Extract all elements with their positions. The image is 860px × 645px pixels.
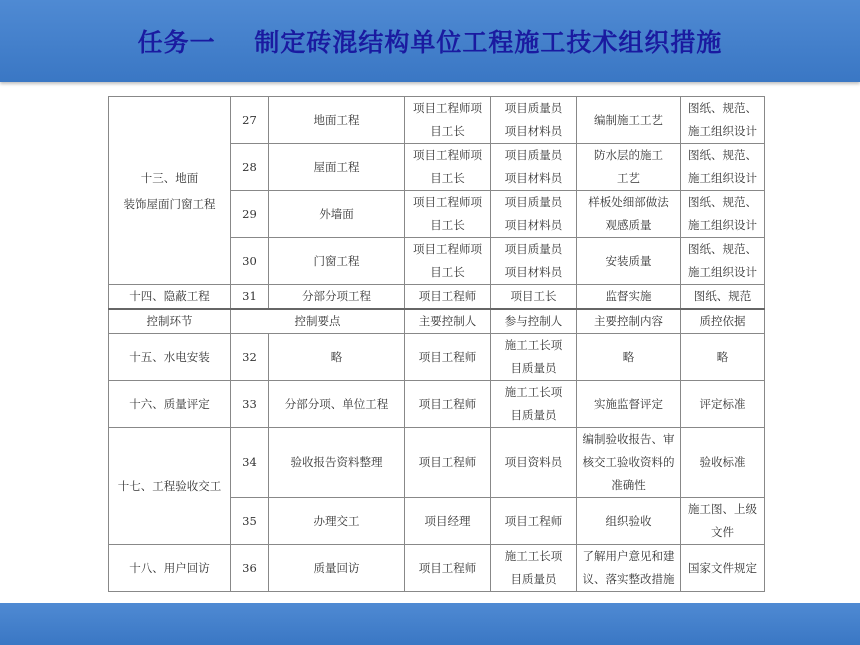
person-cell: 项目工程师 (405, 285, 491, 310)
number-cell: 32 (231, 334, 269, 381)
basis-cell: 评定标准 (681, 381, 765, 428)
header-assist: 参与控制人 (491, 309, 577, 334)
person-cell: 项目工程师项 目工长 (405, 97, 491, 144)
basis-cell: 国家文件规定 (681, 545, 765, 592)
content-cell: 安装质量 (577, 238, 681, 285)
person-cell: 项目工程师项 目工长 (405, 144, 491, 191)
stage-cell: 十五、水电安装 (109, 334, 231, 381)
content-cell: 实施监督评定 (577, 381, 681, 428)
table-header-row (109, 309, 765, 334)
table-row (109, 285, 765, 310)
person-cell: 项目工程师项 目工长 (405, 238, 491, 285)
number-cell: 29 (231, 191, 269, 238)
quality-control-table (108, 96, 765, 592)
content-cell: 了解用户意见和建 议、落实整改措施 (577, 545, 681, 592)
content-cell: 略 (577, 334, 681, 381)
header-content: 主要控制内容 (577, 309, 681, 334)
assist-cell: 项目资料员 (491, 428, 577, 498)
person-cell: 项目经理 (405, 498, 491, 545)
assist-cell: 施工工长项 目质量员 (491, 381, 577, 428)
header-person: 主要控制人 (405, 309, 491, 334)
number-cell: 28 (231, 144, 269, 191)
header-point: 控制要点 (231, 309, 405, 334)
basis-cell: 施工图、上级 文件 (681, 498, 765, 545)
person-cell: 项目工程师项 目工长 (405, 191, 491, 238)
assist-cell: 施工工长项 目质量员 (491, 334, 577, 381)
person-cell: 项目工程师 (405, 381, 491, 428)
number-cell: 30 (231, 238, 269, 285)
table-row (109, 334, 765, 381)
footer-bar (0, 603, 860, 645)
basis-cell: 图纸、规范、 施工组织设计 (681, 238, 765, 285)
content-cell: 编制验收报告、审 核交工验收资料的 准确性 (577, 428, 681, 498)
assist-cell: 项目质量员 项目材料员 (491, 144, 577, 191)
header-stage: 控制环节 (109, 309, 231, 334)
stage-cell: 十八、用户回访 (109, 545, 231, 592)
number-cell: 33 (231, 381, 269, 428)
slide-title: 任务一 制定砖混结构单位工程施工技术组织措施 (137, 28, 723, 57)
basis-cell: 验收标准 (681, 428, 765, 498)
item-cell: 屋面工程 (269, 144, 405, 191)
table-row (109, 97, 765, 144)
person-cell: 项目工程师 (405, 334, 491, 381)
assist-cell: 项目工长 (491, 285, 577, 310)
header-basis: 质控依据 (681, 309, 765, 334)
basis-cell: 图纸、规范、 施工组织设计 (681, 97, 765, 144)
table-row (109, 428, 765, 498)
basis-cell: 图纸、规范 (681, 285, 765, 310)
number-cell: 35 (231, 498, 269, 545)
item-cell: 质量回访 (269, 545, 405, 592)
assist-cell: 项目质量员 项目材料员 (491, 238, 577, 285)
number-cell: 34 (231, 428, 269, 498)
assist-cell: 项目工程师 (491, 498, 577, 545)
stage-cell: 十四、隐蔽工程 (109, 285, 231, 310)
basis-cell: 图纸、规范、 施工组织设计 (681, 144, 765, 191)
assist-cell: 施工工长项 目质量员 (491, 545, 577, 592)
number-cell: 31 (231, 285, 269, 310)
content-cell: 编制施工工艺 (577, 97, 681, 144)
basis-cell: 图纸、规范、 施工组织设计 (681, 191, 765, 238)
item-cell: 地面工程 (269, 97, 405, 144)
content-cell: 组织验收 (577, 498, 681, 545)
assist-cell: 项目质量员 项目材料员 (491, 191, 577, 238)
stage-cell: 十七、工程验收交工 (109, 428, 231, 545)
content-cell: 监督实施 (577, 285, 681, 310)
person-cell: 项目工程师 (405, 428, 491, 498)
number-cell: 36 (231, 545, 269, 592)
item-cell: 分部分项、单位工程 (269, 381, 405, 428)
basis-cell: 略 (681, 334, 765, 381)
item-cell: 分部分项工程 (269, 285, 405, 310)
assist-cell: 项目质量员 项目材料员 (491, 97, 577, 144)
content-cell: 防水层的施工 工艺 (577, 144, 681, 191)
stage-cell: 十三、地面 装饰屋面门窗工程 (109, 97, 231, 285)
item-cell: 门窗工程 (269, 238, 405, 285)
item-cell: 办理交工 (269, 498, 405, 545)
item-cell: 略 (269, 334, 405, 381)
table-row (109, 545, 765, 592)
person-cell: 项目工程师 (405, 545, 491, 592)
table-row (109, 381, 765, 428)
number-cell: 27 (231, 97, 269, 144)
item-cell: 验收报告资料整理 (269, 428, 405, 498)
item-cell: 外墙面 (269, 191, 405, 238)
stage-cell: 十六、质量评定 (109, 381, 231, 428)
content-cell: 样板处细部做法 观感质量 (577, 191, 681, 238)
